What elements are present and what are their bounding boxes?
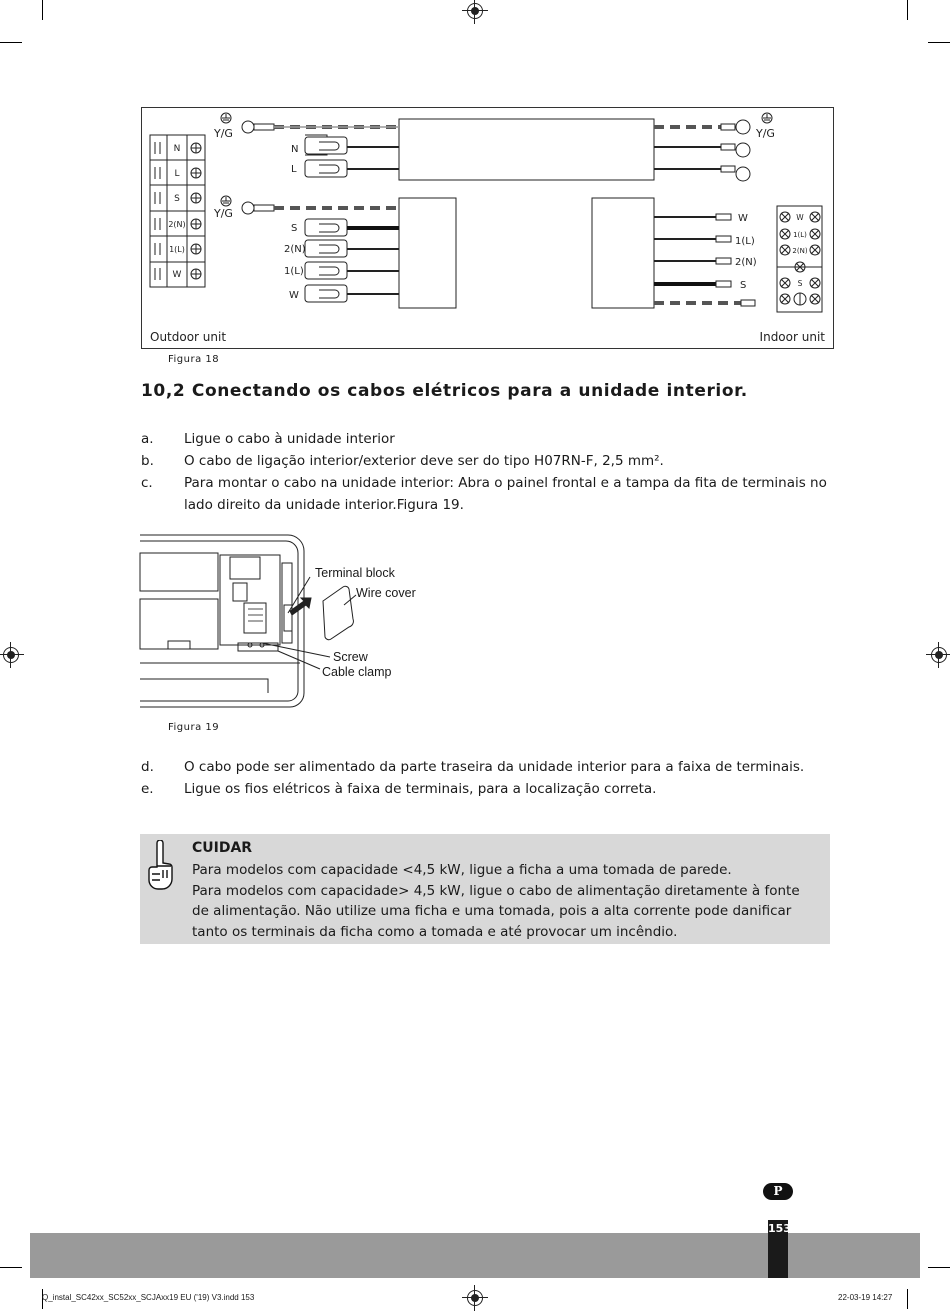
screw-label: Screw bbox=[333, 650, 368, 664]
crop-mark bbox=[928, 42, 950, 43]
terminal-label: 2(N) bbox=[168, 220, 186, 229]
wire-label: 1(L) bbox=[735, 236, 755, 247]
caution-body bbox=[192, 860, 817, 942]
outdoor-unit-label: Outdoor unit bbox=[150, 330, 227, 344]
crop-mark bbox=[907, 1289, 908, 1309]
list-text: Ligue os fios elétricos à faixa de terminais, para a localização correta. bbox=[184, 781, 657, 797]
yg-label: Y/G bbox=[214, 207, 233, 220]
terminal-label: N bbox=[173, 144, 181, 154]
pointing-hand-icon bbox=[146, 840, 176, 892]
indoor-unit-illustration bbox=[138, 533, 428, 713]
terminal-label: W bbox=[796, 213, 804, 222]
language-badge: P bbox=[763, 1183, 793, 1200]
crop-mark bbox=[907, 0, 908, 20]
list-text: O cabo de ligação interior/exterior deve ser do tipo H07RN-F, 2,5 mm². bbox=[184, 453, 664, 469]
list-text: Para montar o cabo na unidade interior: Abra o painel frontal e a tampa da fita de terminais no lado direito da unidade interior.Figura 19. bbox=[184, 475, 827, 513]
list-marker: b. bbox=[141, 453, 154, 469]
cable-clamp-label: Cable clamp bbox=[322, 665, 392, 679]
list-marker: e. bbox=[141, 781, 154, 797]
terminal-label: 1(L) bbox=[169, 245, 185, 254]
registration-mark-icon bbox=[467, 1290, 483, 1306]
outdoor-terminal-strip bbox=[150, 135, 205, 287]
page-number: 153 bbox=[768, 1222, 791, 1235]
wire-label: 2(N) bbox=[284, 244, 306, 255]
caution-box bbox=[140, 834, 830, 944]
registration-mark-icon bbox=[3, 647, 19, 663]
wire-label: W bbox=[738, 213, 748, 224]
wire-label: S bbox=[740, 280, 747, 291]
caution-line: Para modelos com capacidade> 4,5 kW, ligue o cabo de alimentação diretamente à fonte de alimentação. Não utilize uma ficha e uma tomada, pois a alta corrente pode danificar tanto os terminais da ficha como a tomada e até provocar um incêndio. bbox=[192, 882, 800, 940]
terminal-block-label: Terminal block bbox=[315, 566, 395, 580]
wire-label: 1(L) bbox=[284, 266, 304, 277]
caution-line: Para modelos com capacidade <4,5 kW, ligue a ficha a uma tomada de parede. bbox=[192, 862, 732, 878]
terminal-label: 2(N) bbox=[792, 247, 808, 255]
registration-mark-icon bbox=[467, 3, 483, 19]
list-text: Ligue o cabo à unidade interior bbox=[184, 431, 395, 447]
terminal-label: L bbox=[174, 169, 180, 179]
figure-caption: Figura 19 bbox=[168, 722, 220, 733]
wire-label: W bbox=[289, 290, 299, 301]
caution-heading: CUIDAR bbox=[192, 840, 253, 856]
crop-mark bbox=[928, 1267, 950, 1268]
indoor-unit-label: Indoor unit bbox=[759, 330, 825, 344]
registration-mark-icon bbox=[931, 647, 947, 663]
wire-label: 2(N) bbox=[735, 257, 757, 268]
wire-label: N bbox=[291, 144, 299, 155]
terminal-label: S bbox=[174, 194, 180, 204]
figure-caption: Figura 18 bbox=[168, 354, 220, 365]
list-marker: a. bbox=[141, 431, 154, 447]
crop-mark bbox=[0, 1267, 22, 1268]
crop-mark bbox=[42, 0, 43, 20]
yg-label: Y/G bbox=[756, 127, 775, 140]
crop-mark bbox=[0, 42, 22, 43]
wiring-diagram bbox=[141, 107, 835, 350]
list-marker: d. bbox=[141, 759, 154, 775]
print-timestamp: 22-03-19 14:27 bbox=[838, 1293, 893, 1302]
wire-label: S bbox=[291, 223, 298, 234]
list-text: O cabo pode ser alimentado da parte traseira da unidade interior para a faixa de terminais. bbox=[184, 759, 805, 775]
wire-cover-label: Wire cover bbox=[356, 586, 416, 600]
terminal-label: W bbox=[172, 270, 182, 280]
page-number-tab bbox=[768, 1220, 791, 1278]
section-title: 10,2 Conectando os cabos elétricos para a unidade interior. bbox=[141, 381, 748, 401]
yg-label: Y/G bbox=[214, 127, 233, 140]
print-slug: Q_instal_SC42xx_SC52xx_SCJAxx19 EU ('19) V3.indd 153 bbox=[42, 1293, 255, 1302]
terminal-label: S bbox=[797, 279, 803, 288]
list-marker: c. bbox=[141, 475, 153, 491]
wire-label: L bbox=[291, 164, 297, 175]
terminal-label: 1(L) bbox=[793, 231, 807, 239]
